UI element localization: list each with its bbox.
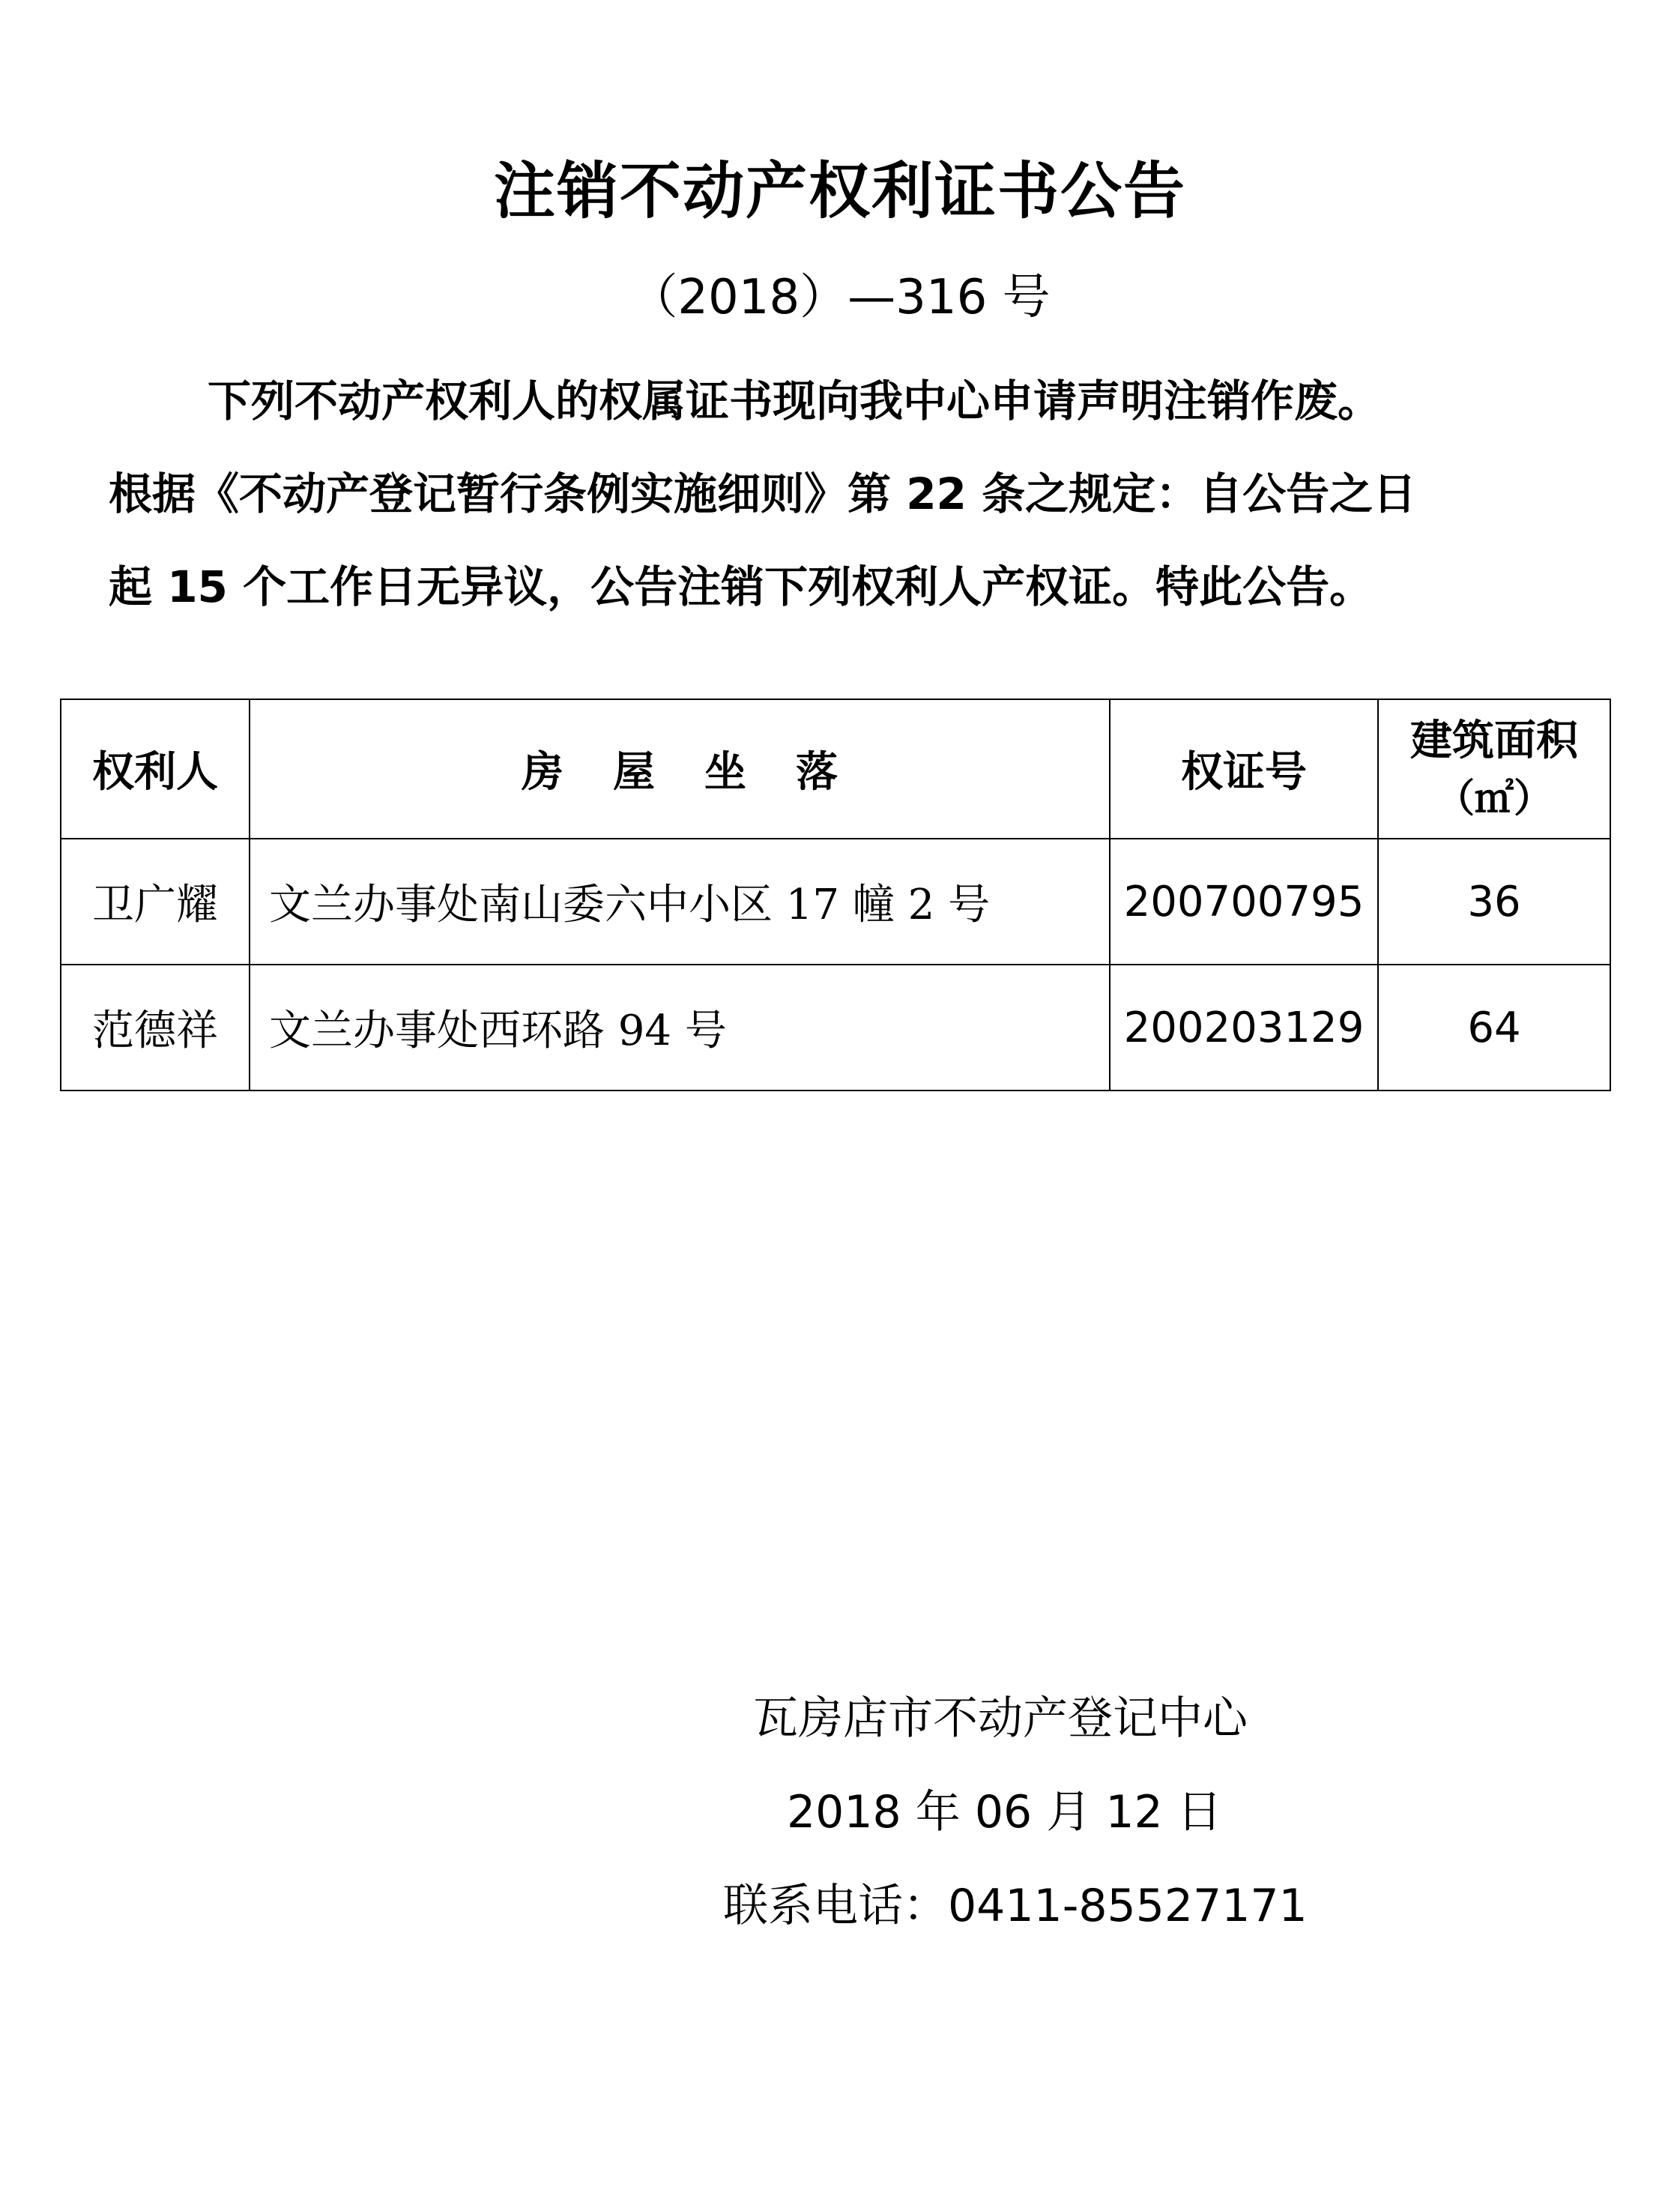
cell-cert-no: 200700795	[1110, 839, 1378, 965]
cell-area: 64	[1378, 965, 1610, 1091]
cell-cert-no: 200203129	[1110, 965, 1378, 1091]
table-row	[61, 839, 1610, 965]
document-number: （2018）—316 号	[629, 270, 1051, 325]
header-area-unit: （㎡）	[1435, 776, 1553, 821]
cell-area: 36	[1378, 839, 1610, 965]
notice-title: 注销不动产权利证书公告	[493, 156, 1186, 227]
table-row	[61, 965, 1610, 1091]
header-area-label: 建筑面积	[1410, 716, 1578, 765]
issue-date: 2018 年 06 月 12 日	[787, 1786, 1222, 1838]
header-cert-no: 权证号	[1110, 699, 1378, 839]
cell-address: 文兰办事处西环路 94 号	[250, 965, 1110, 1091]
contact-phone: 联系电话：0411-85527171	[723, 1880, 1308, 1932]
header-area	[1378, 699, 1610, 839]
header-address	[250, 699, 1110, 839]
cell-holder: 卫广耀	[61, 839, 250, 965]
table-header-row	[61, 699, 1610, 839]
cell-address: 文兰办事处南山委六中小区 17 幢 2 号	[250, 839, 1110, 965]
notice-paragraph-line-2: 根据《不动产登记暂行条例实施细则》第 22 条之规定：自公告之日	[109, 468, 1417, 519]
issuing-organization: 瓦房店市不动产登记中心	[753, 1692, 1248, 1745]
header-address-label: 房屋坐落	[522, 748, 887, 797]
cell-holder: 范德祥	[61, 965, 250, 1091]
certificate-table	[60, 699, 1611, 1091]
header-holder: 权利人	[61, 699, 250, 839]
notice-paragraph-line-3: 起 15 个工作日无异议，公告注销下列权利人产权证。特此公告。	[109, 561, 1374, 612]
notice-paragraph-line-1: 下列不动产权利人的权属证书现向我中心申请声明注销作废。	[208, 375, 1382, 426]
